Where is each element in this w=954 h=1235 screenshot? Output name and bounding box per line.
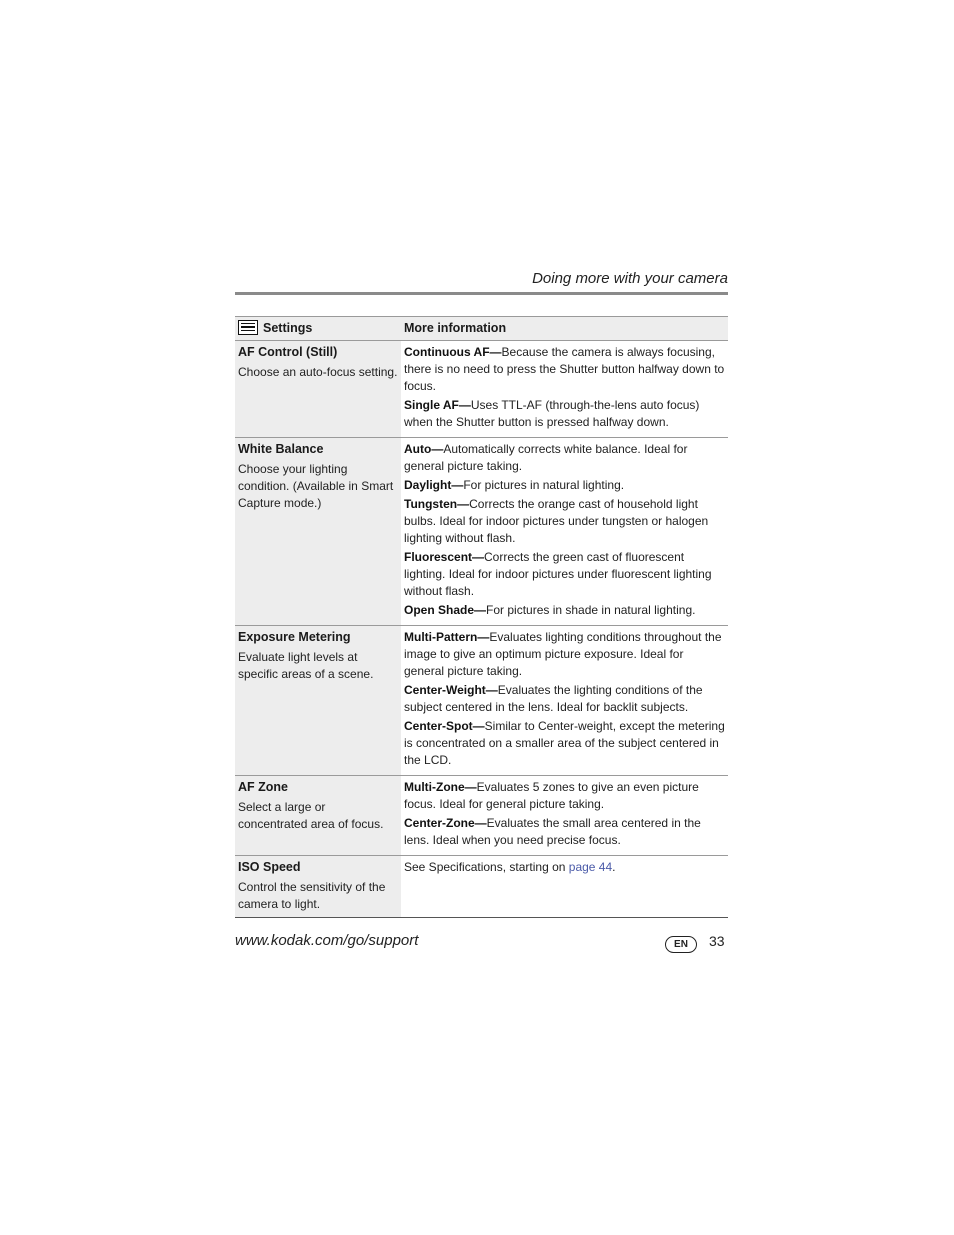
page-44-link[interactable]: page 44: [568, 860, 613, 874]
setting-description: Choose an auto-focus setting.: [238, 365, 398, 379]
settings-column-header: [235, 317, 401, 341]
option-item: [404, 718, 725, 769]
language-badge: EN: [665, 936, 697, 953]
setting-cell: [235, 626, 401, 776]
option-text: For pictures in shade in natural lighting.: [486, 603, 696, 617]
footer-support-url[interactable]: www.kodak.com/go/support: [235, 932, 419, 949]
option-text: Evaluates lighting conditions throughout the image to give an optimum picture exposure. Ideal for general picture taking.: [404, 630, 722, 678]
table-row: [235, 626, 728, 776]
option-text: Corrects the orange cast of household light bulbs. Ideal for indoor pictures under tungsten or halogen lighting without flash.: [404, 497, 709, 545]
setting-name: White Balance: [238, 442, 324, 456]
option-item: [404, 441, 725, 475]
setting-description: Evaluate light levels at specific areas of a scene.: [238, 650, 374, 681]
option-text: Evaluates the lighting conditions of the subject centered in the lens. Ideal for backlit subjects.: [404, 683, 703, 714]
option-text: Uses TTL-AF (through-the-lens auto focus) when the Shutter button is pressed halfway down.: [404, 398, 700, 429]
option-item: [404, 397, 725, 431]
setting-name: AF Control (Still): [238, 345, 338, 359]
option-item: [404, 344, 725, 395]
option-item: [404, 859, 725, 876]
info-cell: [401, 438, 728, 626]
page-number: 33: [709, 933, 725, 949]
settings-table: [235, 316, 728, 918]
option-term: Single AF—: [404, 398, 471, 412]
setting-cell: [235, 341, 401, 438]
info-cell: [401, 776, 728, 856]
option-item: [404, 682, 725, 716]
option-term: Tungsten—: [404, 497, 470, 511]
setting-name: ISO Speed: [238, 860, 301, 874]
option-term: Center-Zone—: [404, 816, 487, 830]
see-suffix: .: [612, 860, 616, 874]
setting-description: Select a large or concentrated area of focus.: [238, 800, 384, 831]
option-item: [404, 629, 725, 680]
setting-cell: [235, 776, 401, 856]
settings-menu-icon: [238, 320, 258, 335]
option-term: Multi-Pattern—: [404, 630, 490, 644]
info-cell: [401, 626, 728, 776]
option-item: [404, 602, 725, 619]
table-row: [235, 776, 728, 856]
setting-description: Choose your lighting condition. (Available in Smart Capture mode.): [238, 462, 394, 510]
option-text: For pictures in natural lighting.: [463, 478, 625, 492]
table-row: [235, 856, 728, 918]
option-text: Because the camera is always focusing, there is no need to press the Shutter button halfway down to focus.: [404, 345, 725, 393]
more-info-column-header: More information: [401, 317, 728, 341]
option-item: [404, 549, 725, 600]
setting-description: Control the sensitivity of the camera to light.: [238, 880, 386, 911]
table-row: [235, 341, 728, 438]
settings-header-label: Settings: [263, 320, 313, 335]
option-item: [404, 815, 725, 849]
option-term: Auto—: [404, 442, 444, 456]
option-text: Evaluates the small area centered in the lens. Ideal when you need precise focus.: [404, 816, 701, 847]
see-text: See Specifications, starting on: [404, 860, 569, 874]
option-term: Fluorescent—: [404, 550, 485, 564]
table-header-row: [235, 317, 728, 341]
option-term: Center-Weight—: [404, 683, 498, 697]
option-text: Evaluates 5 zones to give an even picture focus. Ideal for general picture taking.: [404, 780, 699, 811]
option-item: [404, 779, 725, 813]
setting-name: AF Zone: [238, 780, 288, 794]
option-text: Automatically corrects white balance. Ideal for general picture taking.: [404, 442, 688, 473]
table-row: [235, 438, 728, 626]
option-text: Corrects the green cast of fluorescent lighting. Ideal for indoor pictures under fluorescent lighting without flash.: [404, 550, 712, 598]
option-text: Similar to Center-weight, except the metering is concentrated on a smaller area of the subject centered in the LCD.: [404, 719, 725, 767]
header-rule: [235, 292, 728, 295]
option-term: Daylight—: [404, 478, 464, 492]
option-term: Multi-Zone—: [404, 780, 477, 794]
info-cell: [401, 856, 728, 918]
running-head: Doing more with your camera: [532, 270, 728, 287]
setting-cell: [235, 856, 401, 918]
info-cell: [401, 341, 728, 438]
option-term: Continuous AF—: [404, 345, 502, 359]
option-term: Center-Spot—: [404, 719, 485, 733]
option-item: [404, 477, 725, 494]
option-term: Open Shade—: [404, 603, 487, 617]
option-item: [404, 496, 725, 547]
setting-cell: [235, 438, 401, 626]
setting-name: Exposure Metering: [238, 630, 351, 644]
